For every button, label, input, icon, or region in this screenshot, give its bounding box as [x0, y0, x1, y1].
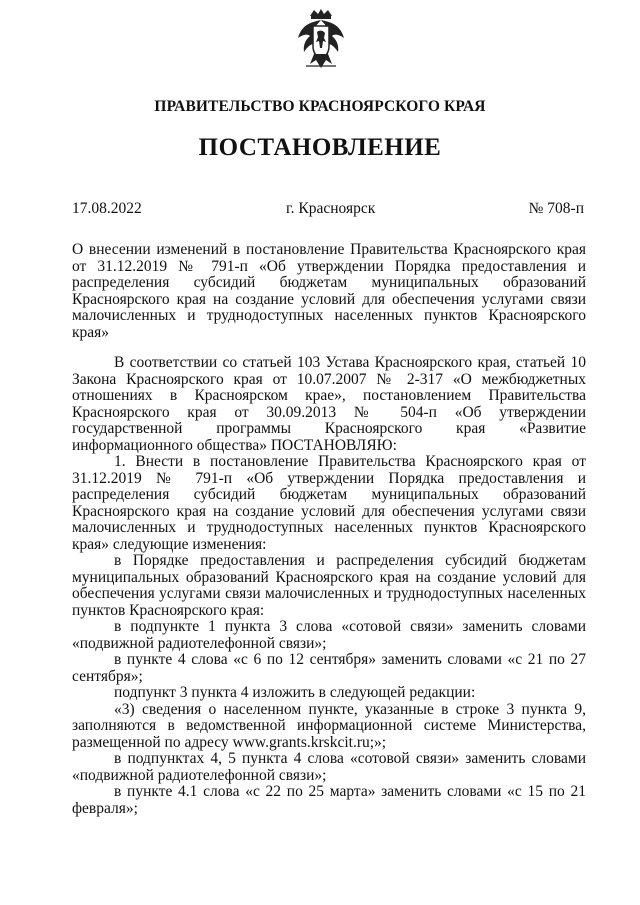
- paragraph-change-2: в пункте 4 слова «с 6 по 12 сентября» заменить словами «с 21 по 27 сентября»;: [72, 651, 586, 685]
- document-number: № 708-п: [528, 200, 584, 217]
- paragraph-order-intro: в Порядке предоставления и распределения субсидий бюджетам муниципальных образований Красноярского края на создание условий для обеспечения услугами связи малочисленных и труднодоступных населенных пунктов Красноярского края:: [72, 552, 586, 619]
- paragraph-change-1: в подпункте 1 пункта 3 слова «сотовой связи» заменить словами «подвижной радиотелефонной связи»;: [72, 618, 586, 652]
- paragraph-item-1: 1. Внести в постановление Правительства Красноярского края от 31.12.2019 № 791-п «Об утверждении Порядка предоставления и распределения субсидий бюджетам муниципальных образований Красноярского края на создание условий для обеспечения услугами связи малочисленных и труднодоступных населенных пунктов Красноярского края» следующие изменения:: [72, 453, 586, 553]
- paragraph-change-5: в пункте 4.1 слова «с 22 по 25 марта» заменить словами «с 15 по 21 февраля»;: [72, 783, 586, 817]
- document-title: О внесении изменений в постановление Правительства Красноярского края от 31.12.2019 № 791-п «Об утверждении Порядка предоставления и распределения субсидий бюджетам муниципальных образований Красноярского края на создание условий для обеспечения услугами связи малочисленных и труднодоступных населенных пунктов Красноярского края»: [72, 241, 586, 341]
- paragraph-preamble: В соответствии со статьей 103 Устава Красноярского края, статьей 10 Закона Красноярского края от 10.07.2007 № 2-317 «О межбюджетных отношениях в Красноярском крае», постановлением Правительства Красноярского края от 30.09.2013 № 504-п «Об утверждении государственной программы Красноярского края «Развитие информационного общества» ПОСТАНОВЛЯЮ:: [72, 354, 586, 454]
- organization-name: ПРАВИТЕЛЬСТВО КРАСНОЯРСКОГО КРАЯ: [154, 98, 486, 115]
- document-type: ПОСТАНОВЛЕНИЕ: [198, 134, 442, 161]
- document-body: [72, 355, 586, 817]
- document-city: г. Красноярск: [286, 200, 376, 217]
- paragraph-change-4: в подпунктах 4, 5 пункта 4 слова «сотовой связи» заменить словами «подвижной радиотелефонной связи»;: [72, 750, 586, 784]
- paragraph-change-3: подпункт 3 пункта 4 изложить в следующей редакции:: [114, 684, 476, 701]
- document-date: 17.08.2022: [72, 200, 142, 217]
- coat-of-arms-icon: [296, 8, 346, 72]
- document-title-block: [72, 242, 586, 341]
- paragraph-change-3-text: «3) сведения о населенном пункте, указанные в строке 3 пункта 9, заполняются в ведомственной информационной системе Министерства, размещенной по адресу www.grants.krskcit.ru;»;: [72, 700, 586, 751]
